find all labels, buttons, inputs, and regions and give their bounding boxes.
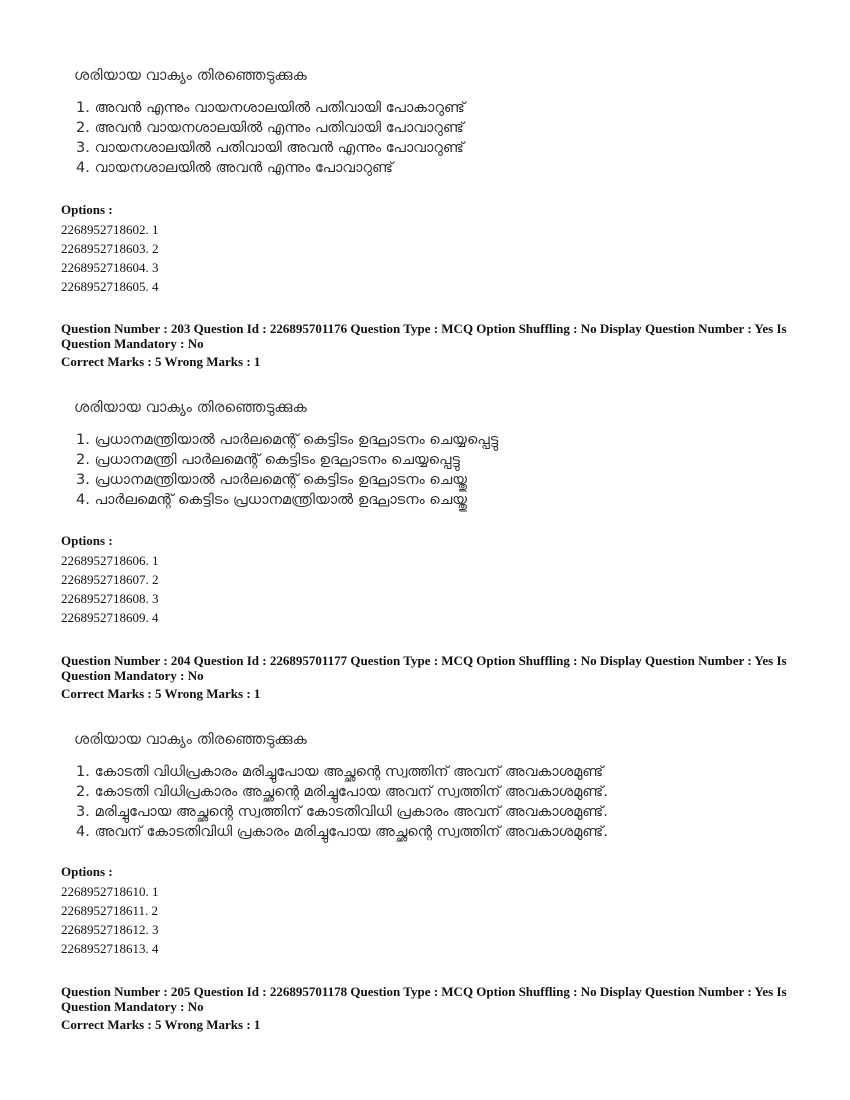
answer-item: 4. പാർലമെന്റ് കെട്ടിടം പ്രധാനമന്ത്രിയാൽ ഉദ്ഘാടനം ചെയ്തു [76,492,468,508]
answer-item: 2. കോടതി വിധിപ്രകാരം അച്ഛന്റെ മരിച്ചുപോയ അവന് സ്വത്തിന് അവകാശമുണ്ട്. [76,784,608,800]
answer-item: 2. അവൻ വായനശാലയിൽ എന്നും പതിവായി പോവാറുണ്ട് [76,120,464,136]
option-id: 2268952718609. 4 [61,610,159,625]
question-meta [61,321,801,369]
answer-item: 3. മരിച്ചുപോയ അച്ഛന്റെ സ്വത്തിന് കോടതിവിധി പ്രകാരം അവന് അവകാശമുണ്ട്. [76,804,608,820]
options-label: Options : [61,533,113,548]
answer-item: 1. അവൻ എന്നും വായനശാലയിൽ പതിവായി പോകാറുണ്ട് [76,100,465,116]
option-id: 2268952718610. 1 [61,884,159,899]
question-meta-line: Question Number : 205 Question Id : 226895701178 Question Type : MCQ Option Shuffling : No Display Question Number : Yes Is [61,984,787,999]
question-marks: Correct Marks : 5 Wrong Marks : 1 [61,1017,261,1032]
question-meta-line: Question Mandatory : No [61,336,204,351]
answer-item: 4. വായനശാലയിൽ അവൻ എന്നും പോവാറുണ്ട് [76,160,393,176]
answer-item: 1. കോടതി വിധിപ്രകാരം മരിച്ചുപോയ അച്ഛന്റെ സ്വത്തിന് അവന് അവകാശമുണ്ട് [76,764,604,780]
question-meta-line: Question Mandatory : No [61,999,204,1014]
question-meta [61,653,801,701]
question-meta-line: Question Mandatory : No [61,668,204,683]
answer-item: 4. അവന് കോടതിവിധി പ്രകാരം മരിച്ചുപോയ അച്ഛന്റെ സ്വത്തിന് അവകാശമുണ്ട്. [76,824,608,840]
options-list [61,882,159,958]
option-id: 2268952718605. 4 [61,279,159,294]
question-prompt: ശരിയായ വാക്യം തിരഞ്ഞെടുക്കുക [74,730,307,748]
option-id: 2268952718611. 2 [61,903,159,918]
option-id: 2268952718613. 4 [61,941,159,956]
answer-item: 2. പ്രധാനമന്ത്രി പാർലമെന്റ് കെട്ടിടം ഉദ്ഘാടനം ചെയ്യപ്പെട്ടു [76,452,460,468]
option-id: 2268952718603. 2 [61,241,159,256]
options-label: Options : [61,202,113,217]
answer-item: 3. വായനശാലയിൽ പതിവായി അവൻ എന്നും പോവാറുണ്ട് [76,140,464,156]
option-id: 2268952718608. 3 [61,591,159,606]
question-meta-line: Question Number : 203 Question Id : 226895701176 Question Type : MCQ Option Shuffling : No Display Question Number : Yes Is [61,321,787,336]
options-list [61,220,159,296]
option-id: 2268952718607. 2 [61,572,159,587]
answer-item: 1. പ്രധാനമന്ത്രിയാൽ പാർലമെന്റ് കെട്ടിടം ഉദ്ഘാടനം ചെയ്യപ്പെട്ടു [76,432,499,448]
question-marks: Correct Marks : 5 Wrong Marks : 1 [61,354,261,369]
option-id: 2268952718606. 1 [61,553,159,568]
question-meta-line: Question Number : 204 Question Id : 226895701177 Question Type : MCQ Option Shuffling : No Display Question Number : Yes Is [61,653,787,668]
question-prompt: ശരിയായ വാക്യം തിരഞ്ഞെടുക്കുക [74,66,307,84]
answer-items [76,762,608,842]
answer-item: 3. പ്രധാനമന്ത്രിയാൽ പാർലമെന്റ് കെട്ടിടം ഉദ്ഘാടനം ചെയ്തു [76,472,468,488]
answer-items [76,98,465,178]
answer-items [76,430,498,510]
question-prompt: ശരിയായ വാക്യം തിരഞ്ഞെടുക്കുക [74,398,307,416]
option-id: 2268952718612. 3 [61,922,159,937]
options-label: Options : [61,864,113,879]
option-id: 2268952718602. 1 [61,222,159,237]
question-meta [61,984,801,1032]
option-id: 2268952718604. 3 [61,260,159,275]
options-list [61,551,159,627]
question-marks: Correct Marks : 5 Wrong Marks : 1 [61,686,261,701]
